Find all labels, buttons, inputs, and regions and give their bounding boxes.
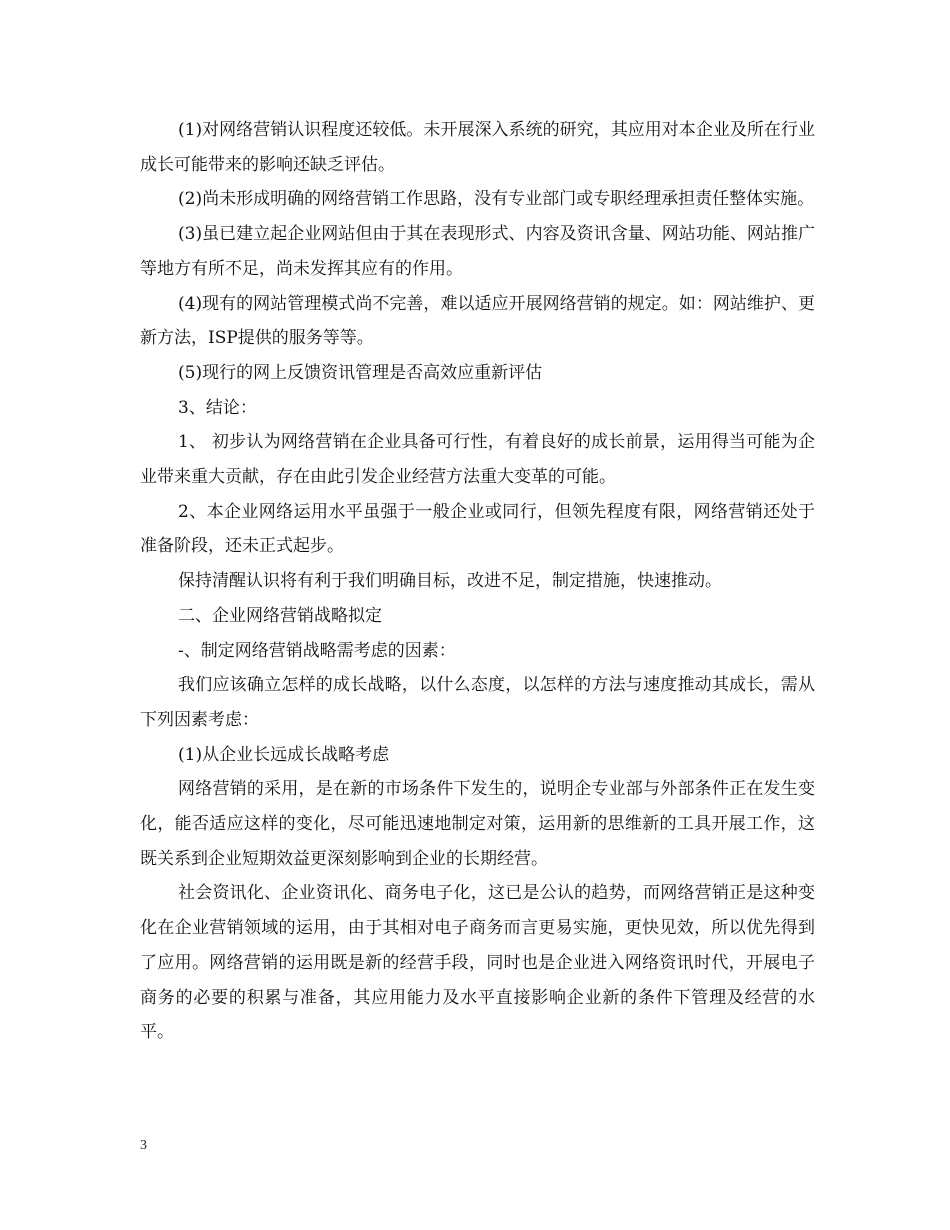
paragraph: 我们应该确立怎样的成长战略，以什么态度，以怎样的方法与速度推动其成长，需从下列因素考虑： [140,675,815,730]
paragraph: 社会资讯化、企业资讯化、商务电子化，这已是公认的趋势，而网络营销正是这种变化在企业营销领域的运用，由于其相对电子商务而言更易实施，更快见效，所以优先得到了应用。网络营销的运用既是新的经营手段，同时也是企业进入网络资讯时代，开展电子商务的必要的积累与准备，其应用能力及水平直接影响企业新的条件下管理及经营的水平。 [140,883,815,1043]
paragraph: 2、本企业网络运用水平虽强于一般企业或同行，但领先程度有限，网络营销还处于准备阶段，还未正式起步。 [140,501,815,557]
paragraph: (1)对网络营销认识程度还较低。未开展深入系统的研究，其应用对本企业及所在行业成长可能带来的影响还缺乏评估。 [140,120,815,175]
subsection-heading: (1)从企业长远成长战略考虑 [178,744,390,765]
paragraph: 保持清醒认识将有利于我们明确目标，改进不足，制定措施，快速推动。 [178,571,722,592]
paragraph: (5)现行的网上反馈资讯管理是否高效应重新评估 [178,362,543,383]
paragraph: 网络营销的采用，是在新的市场条件下发生的，说明企专业部与外部条件正在发生变化，能否适应这样的变化，尽可能迅速地制定对策，运用新的思维新的工具开展工作，这既关系到企业短期效益更深刻影响到企业的长期经营。 [140,779,815,869]
paragraph: (4)现有的网站管理模式尚不完善，难以适应开展网络营销的规定。如：网站维护、更新方法，ISP提供的服务等等。 [140,293,815,349]
document-body [140,113,815,1050]
paragraph: (3)虽已建立起企业网站但由于其在表现形式、内容及资讯含量、网站功能、网站推广等地方有所不足，尚未发挥其应有的作用。 [140,224,815,279]
paragraph: 1、 初步认为网络营销在企业具备可行性，有着良好的成长前景，运用得当可能为企业带来重大贡献，存在由此引发企业经营方法重大变革的可能。 [140,432,815,488]
paragraph: (2)尚未形成明确的网络营销工作思路，没有专业部门或专职经理承担责任整体实施。 [178,189,815,210]
subsection-heading: -、制定网络营销战略需考虑的因素： [178,640,456,661]
section-heading: 3、结论： [178,397,257,418]
section-heading: 二、企业网络营销战略拟定 [178,605,382,626]
page-number: 3 [140,1138,147,1153]
